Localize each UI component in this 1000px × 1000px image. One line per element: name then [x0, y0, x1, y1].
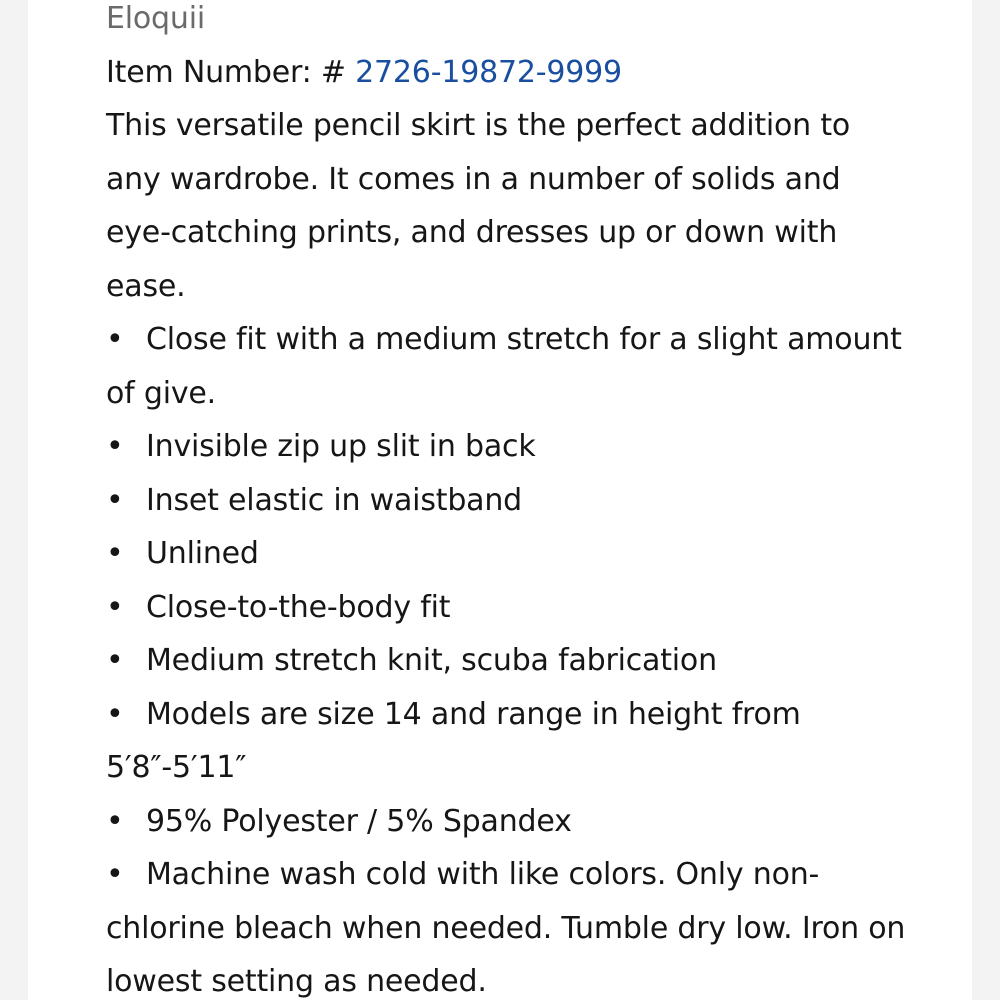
list-item [106, 313, 906, 420]
list-item [106, 581, 906, 635]
item-number [106, 46, 906, 100]
feature-text: 95% Polyester / 5% Spandex [146, 803, 572, 839]
feature-text: Close fit with a medium stretch for a slight amount of give. [106, 322, 902, 411]
list-item [106, 634, 906, 688]
list-item [106, 420, 906, 474]
product-details-page [28, 0, 972, 1000]
bullet-icon: • [106, 322, 124, 357]
bullet-icon: • [106, 803, 124, 839]
list-item [106, 848, 906, 1000]
list-item [106, 474, 906, 528]
product-details [106, 0, 906, 1000]
feature-list [106, 313, 906, 1000]
list-item [106, 688, 906, 795]
product-description: This versatile pencil skirt is the perfect addition to any wardrobe. It comes in a number of solids and eye-catching prints, and dresses up or down with ease. [106, 108, 851, 304]
brand-name[interactable]: Eloquii [106, 1, 205, 36]
bullet-icon: • [106, 643, 124, 678]
feature-text: Machine wash cold with like colors. Only non-chlorine bleach when needed. Tumble dry low. Iron on lowest setting as needed. [106, 857, 906, 999]
bullet-icon: • [106, 536, 124, 571]
feature-text: Unlined [146, 536, 259, 571]
list-item [106, 527, 906, 581]
bullet-icon: • [106, 696, 124, 732]
item-number-label: Item Number: # [106, 54, 356, 90]
bullet-icon: • [106, 429, 124, 464]
feature-text: Medium stretch knit, scuba fabrication [146, 643, 717, 678]
list-item [106, 795, 906, 849]
feature-text: Close-to-the-body fit [146, 589, 451, 625]
feature-text: Models are size 14 and range in height from 5′8″-5′11″ [106, 696, 801, 785]
bullet-icon: • [106, 482, 124, 518]
feature-text: Invisible zip up slit in back [146, 429, 536, 464]
item-number-value[interactable]: 2726-19872-9999 [355, 54, 622, 90]
feature-text: Inset elastic in waistband [146, 482, 522, 518]
bullet-icon: • [106, 589, 124, 625]
bullet-icon: • [106, 857, 124, 892]
